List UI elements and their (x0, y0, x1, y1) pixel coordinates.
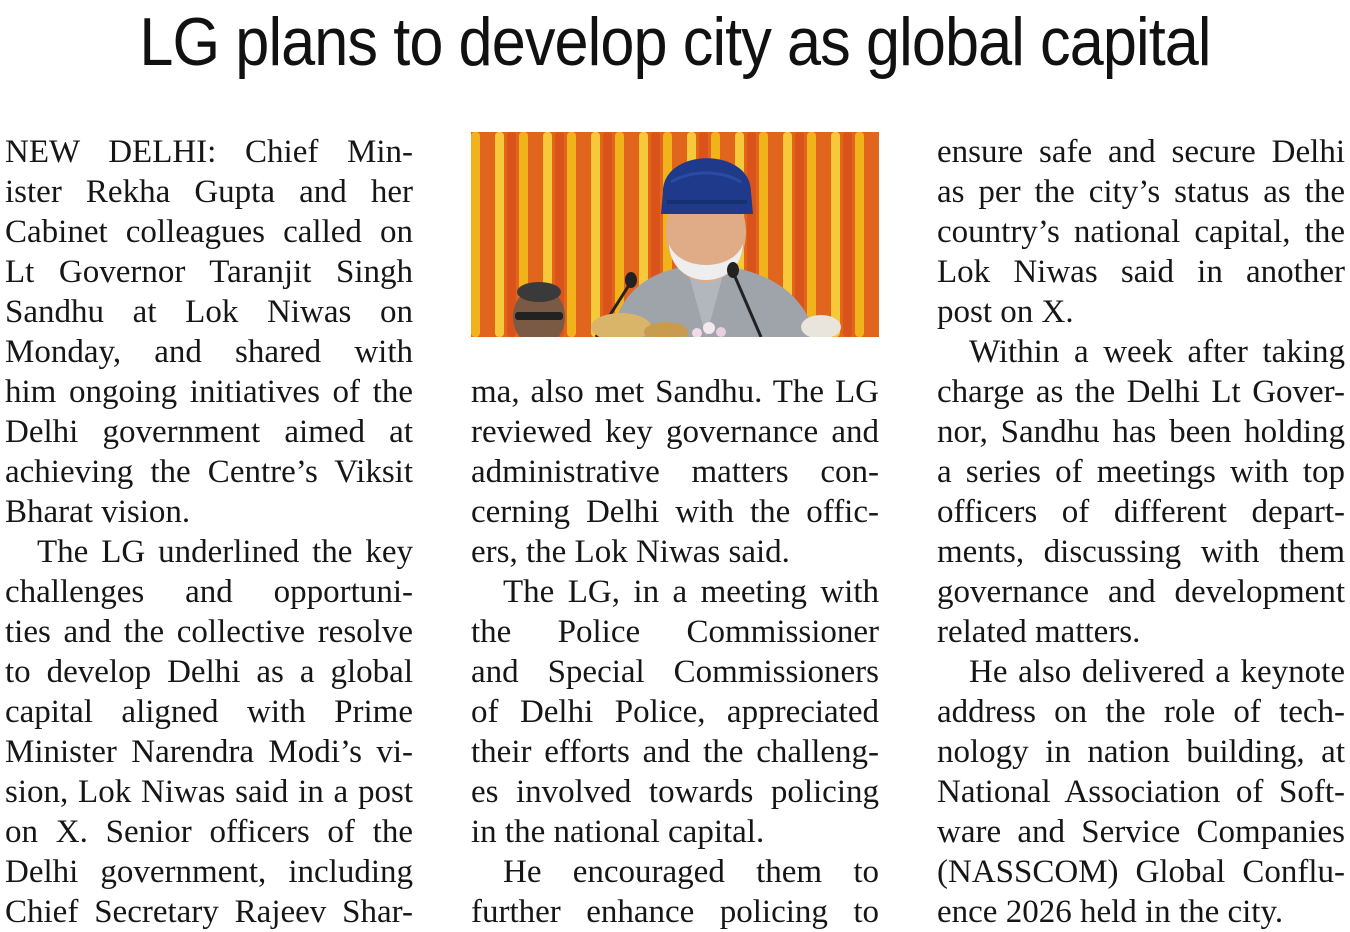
text-line: The LG, in a meeting with (503, 574, 879, 610)
text-line: cerning Delhi with the offic- (471, 494, 879, 530)
text-line: Delhi government, including (5, 854, 413, 890)
text-line: Minister Narendra Modi’s vi- (5, 734, 413, 770)
garland-strand (507, 132, 516, 337)
text-line: capital aligned with Prime (5, 694, 413, 730)
text-line: ties and the collective resolve (5, 614, 413, 650)
text-line: Lok Niwas said in another (937, 254, 1345, 290)
text-line: Delhi government aimed at (5, 414, 413, 450)
garland-strand (567, 132, 576, 337)
garland-strand (483, 132, 492, 337)
garland-strand (843, 132, 852, 337)
text-line: address on the role of tech- (937, 694, 1345, 730)
text-line: ence 2026 held in the city. (937, 894, 1284, 930)
text-line: es involved towards policing (471, 774, 879, 810)
garland-strand (579, 132, 588, 337)
text-line: sion, Lok Niwas said in a post (5, 774, 413, 810)
garland-strand (591, 132, 600, 337)
article-column-2 (471, 372, 879, 932)
text-line: country’s national capital, the (937, 214, 1345, 250)
garland-strand (855, 132, 864, 337)
article-photo (471, 132, 879, 337)
garland-strand (831, 132, 840, 337)
text-line: Bharat vision. (5, 494, 191, 530)
text-line: administrative matters con- (471, 454, 879, 490)
text-line: Chief Secretary Rajeev Shar- (5, 894, 413, 930)
text-line: He also delivered a keynote (969, 654, 1345, 690)
text-line: nor, Sandhu has been holding (937, 414, 1345, 450)
text-line: the Police Commissioner (471, 614, 879, 650)
text-line: a series of meetings with top (937, 454, 1345, 490)
headline: LG plans to develop city as global capital (139, 4, 1211, 80)
text-line: challenges and opportuni- (5, 574, 413, 610)
garland-strand (867, 132, 876, 337)
text-line: ister Rekha Gupta and her (5, 174, 413, 210)
article-column-3 (937, 132, 1345, 932)
text-line: and Special Commissioners (471, 654, 879, 690)
text-line: Monday, and shared with (5, 334, 413, 370)
text-line: of Delhi Police, appreciated (471, 694, 879, 730)
text-line: him ongoing initiatives of the (5, 374, 413, 410)
garland-strand (471, 132, 480, 337)
text-line: further enhance policing to (471, 894, 879, 930)
text-line: ensure safe and secure Delhi (937, 134, 1345, 170)
text-line: achieving the Centre’s Viksit (5, 454, 413, 490)
text-line: officers of different depart- (937, 494, 1345, 530)
text-line: their efforts and the challeng- (471, 734, 879, 770)
article-column-1 (5, 132, 413, 932)
text-line: nology in nation building, at (937, 734, 1345, 770)
garland-strand (807, 132, 816, 337)
text-line: ments, discussing with them (937, 534, 1345, 570)
text-line: governance and development (937, 574, 1345, 610)
text-line: He encouraged them to (503, 854, 879, 890)
text-line: ware and Service Companies (937, 814, 1345, 850)
text-line: NEW DELHI: Chief Min- (5, 134, 413, 170)
text-line: reviewed key governance and (471, 414, 879, 450)
text-line: in the national capital. (471, 814, 765, 850)
text-line: ma, also met Sandhu. The LG (471, 374, 879, 410)
text-line: post on X. (937, 294, 1074, 330)
text-line: Lt Governor Taranjit Singh (5, 254, 413, 290)
garland-strand (603, 132, 612, 337)
text-line: National Association of Soft- (937, 774, 1345, 810)
text-line: ers, the Lok Niwas said. (471, 534, 790, 570)
text-line: Cabinet colleagues called on (5, 214, 413, 250)
text-line: on X. Senior officers of the (5, 814, 413, 850)
text-line: (NASSCOM) Global Conflu- (937, 854, 1345, 890)
text-line: The LG underlined the key (37, 534, 413, 570)
text-line: as per the city’s status as the (937, 174, 1345, 210)
text-line: to develop Delhi as a global (5, 654, 413, 690)
text-line: Sandhu at Lok Niwas on (5, 294, 413, 330)
text-line: charge as the Delhi Lt Gover- (937, 374, 1345, 410)
garland-strand (819, 132, 828, 337)
text-line: related matters. (937, 614, 1141, 650)
garland-strand (495, 132, 504, 337)
text-line: Within a week after taking (969, 334, 1345, 370)
